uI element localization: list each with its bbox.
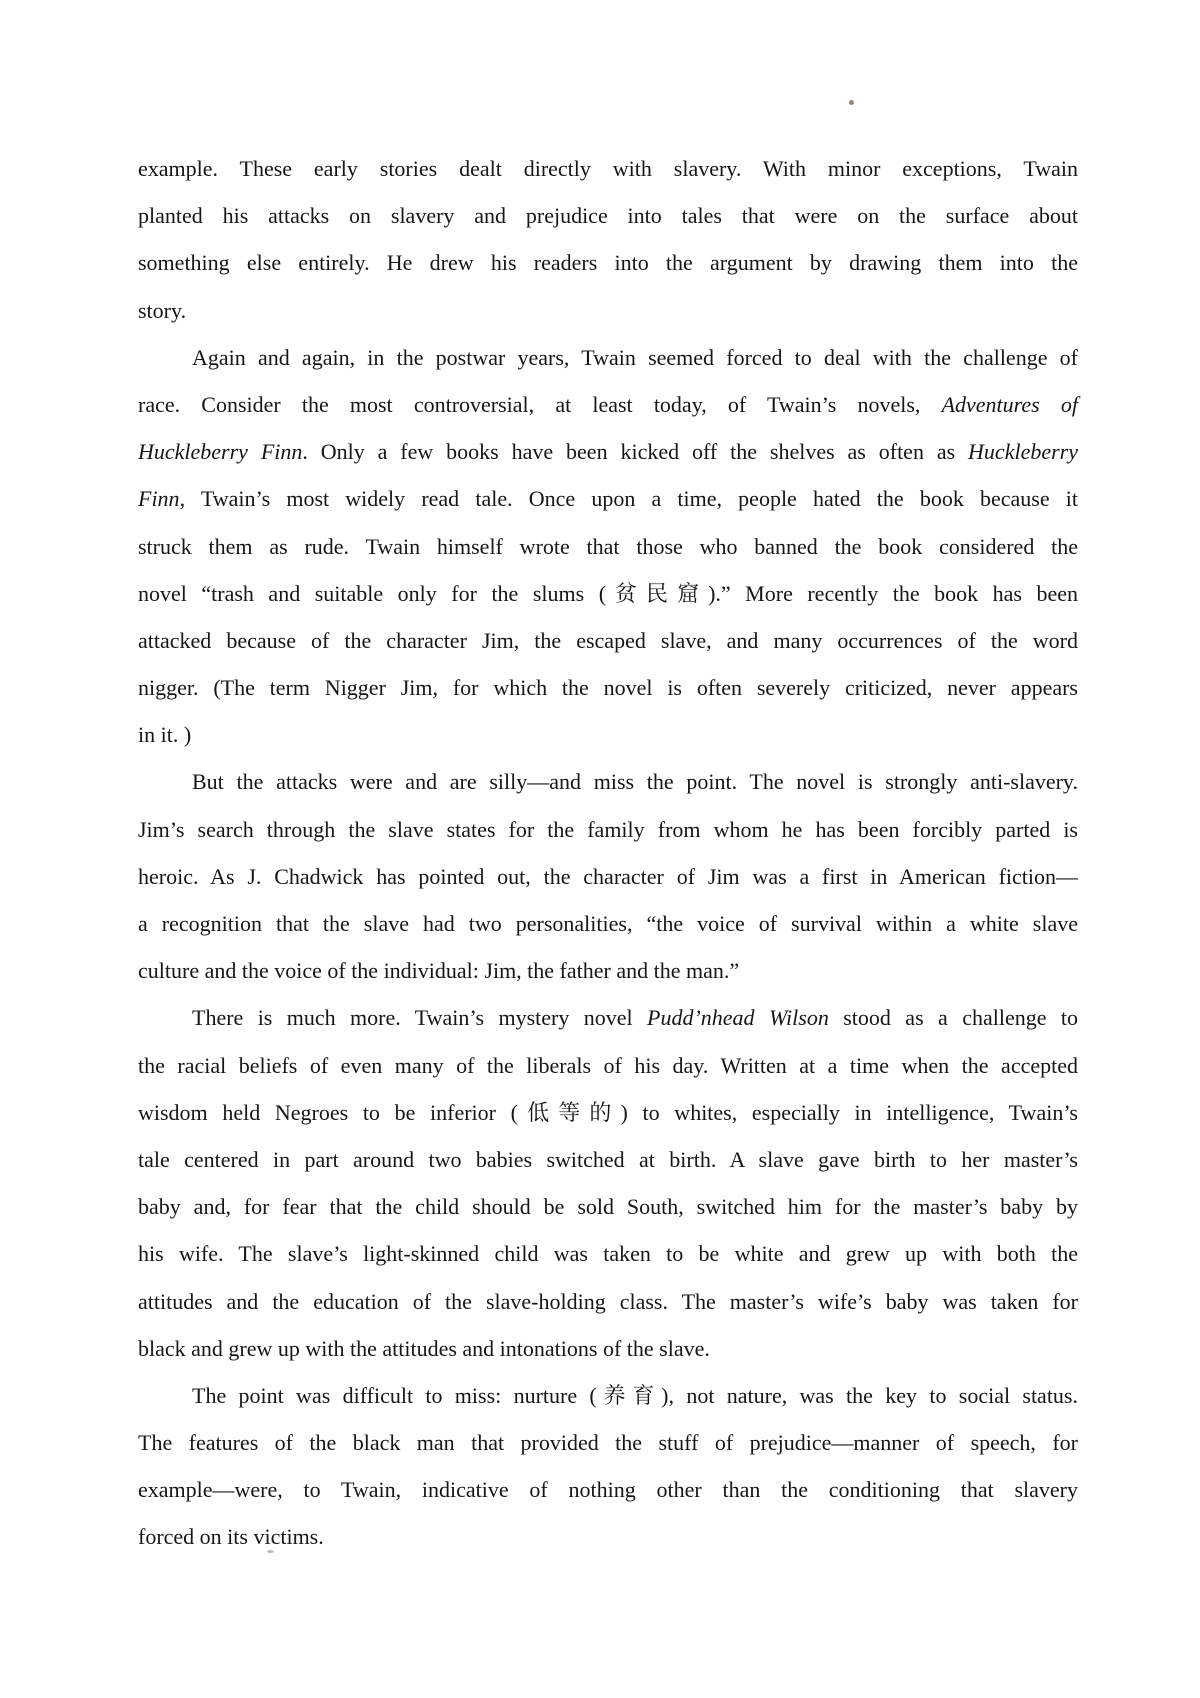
italic-text-segment: Pudd’nhead Wilson	[647, 1005, 829, 1031]
text-line	[138, 758, 1078, 805]
text-segment: forced on its victims.	[138, 1524, 324, 1550]
text-line	[138, 1183, 1078, 1230]
text-line	[138, 900, 1078, 947]
text-line	[138, 381, 1078, 428]
text-segment: nigger. (The term Nigger Jim, for which the novel is often severely criticized, never appears	[138, 675, 1078, 701]
text-line	[138, 1136, 1078, 1183]
text-segment: Jim’s search through the slave states for the family from whom he has been forcibly parted is	[138, 816, 1078, 842]
text-segment: , Twain’s most widely read tale. Once upon a time, people hated the book because it	[179, 486, 1078, 512]
italic-text-segment: Adventures of	[941, 391, 1078, 417]
text-segment: something else entirely. He drew his readers into the argument by drawing them into the	[138, 250, 1078, 276]
text-segment: There is much more. Twain’s mystery novel	[192, 1005, 648, 1031]
text-line	[138, 1513, 1078, 1560]
italic-text-segment: Huckleberry Finn	[138, 439, 303, 465]
text-line	[138, 287, 1078, 334]
text-segment: culture and the voice of the individual: Jim, the father and the man.”	[138, 958, 740, 984]
text-segment: example—were, to Twain, indicative of nothing other than the conditioning that slavery	[138, 1477, 1078, 1503]
text-segment: But the attacks were and are silly—and miss the point. The novel is strongly anti-slavery.	[192, 769, 1078, 795]
text-line	[138, 1278, 1078, 1325]
text-line	[138, 192, 1078, 239]
text-line	[138, 475, 1078, 522]
text-line	[138, 1372, 1078, 1419]
text-segment: planted his attacks on slavery and prejudice into tales that were on the surface about	[138, 203, 1078, 229]
text-line	[138, 994, 1078, 1041]
text-segment: struck them as rude. Twain himself wrote that those who banned the book considered the	[138, 533, 1078, 559]
text-segment: the racial beliefs of even many of the liberals of his day. Written at a time when the accepted	[138, 1052, 1078, 1078]
italic-text-segment: Huckleberry	[968, 439, 1078, 465]
passage-text	[138, 145, 1078, 1561]
text-segment: stood as a challenge to	[828, 1005, 1078, 1031]
text-line	[138, 664, 1078, 711]
text-segment: Again and again, in the postwar years, Twain seemed forced to deal with the challenge of	[192, 344, 1078, 370]
text-line	[138, 1325, 1078, 1372]
text-line	[138, 239, 1078, 286]
text-segment: attitudes and the education of the slave-holding class. The master’s wife’s baby was taken for	[138, 1288, 1078, 1314]
text-line	[138, 145, 1078, 192]
text-line	[138, 711, 1078, 758]
text-segment: baby and, for fear that the child should be sold South, switched him for the master’s baby by	[138, 1194, 1078, 1220]
text-line	[138, 853, 1078, 900]
text-line	[138, 428, 1078, 475]
text-segment: The features of the black man that provided the stuff of prejudice—manner of speech, for	[138, 1430, 1078, 1456]
scan-speck	[849, 100, 854, 105]
text-segment: heroic. As J. Chadwick has pointed out, the character of Jim was a first in American fiction—	[138, 863, 1078, 889]
text-segment: example. These early stories dealt directly with slavery. With minor exceptions, Twain	[138, 156, 1078, 181]
text-segment: tale centered in part around two babies switched at birth. A slave gave birth to her master’s	[138, 1146, 1078, 1172]
text-segment: The point was difficult to miss: nurture (养育), not nature, was the key to social status.	[192, 1382, 1078, 1408]
scan-speck	[267, 1550, 274, 1553]
text-line	[138, 617, 1078, 664]
text-line	[138, 334, 1078, 381]
text-line	[138, 570, 1078, 617]
text-segment: attacked because of the character Jim, the escaped slave, and many occurrences of the word	[138, 627, 1078, 653]
text-segment: wisdom held Negroes to be inferior (低等的) to whites, especially in intelligence, Twain’s	[138, 1099, 1078, 1125]
text-segment: his wife. The slave’s light-skinned child was taken to be white and grew up with both the	[138, 1241, 1078, 1267]
text-segment: in it. )	[138, 722, 192, 748]
text-line	[138, 1466, 1078, 1513]
text-line	[138, 806, 1078, 853]
text-segment: black and grew up with the attitudes and intonations of the slave.	[138, 1335, 710, 1361]
text-segment: a recognition that the slave had two personalities, “the voice of survival within a white slave	[138, 911, 1078, 936]
text-line	[138, 1042, 1078, 1089]
italic-text-segment: Finn	[138, 486, 180, 512]
text-line	[138, 1419, 1078, 1466]
text-segment: race. Consider the most controversial, at least today, of Twain’s novels,	[138, 391, 942, 417]
text-line	[138, 523, 1078, 570]
text-line	[138, 947, 1078, 994]
text-line	[138, 1230, 1078, 1277]
text-line	[138, 1089, 1078, 1136]
text-segment: . Only a few books have been kicked off the shelves as often as	[302, 439, 969, 465]
text-segment: novel “trash and suitable only for the slums (贫民窟).” More recently the book has been	[138, 580, 1078, 606]
text-segment: story.	[138, 297, 187, 323]
